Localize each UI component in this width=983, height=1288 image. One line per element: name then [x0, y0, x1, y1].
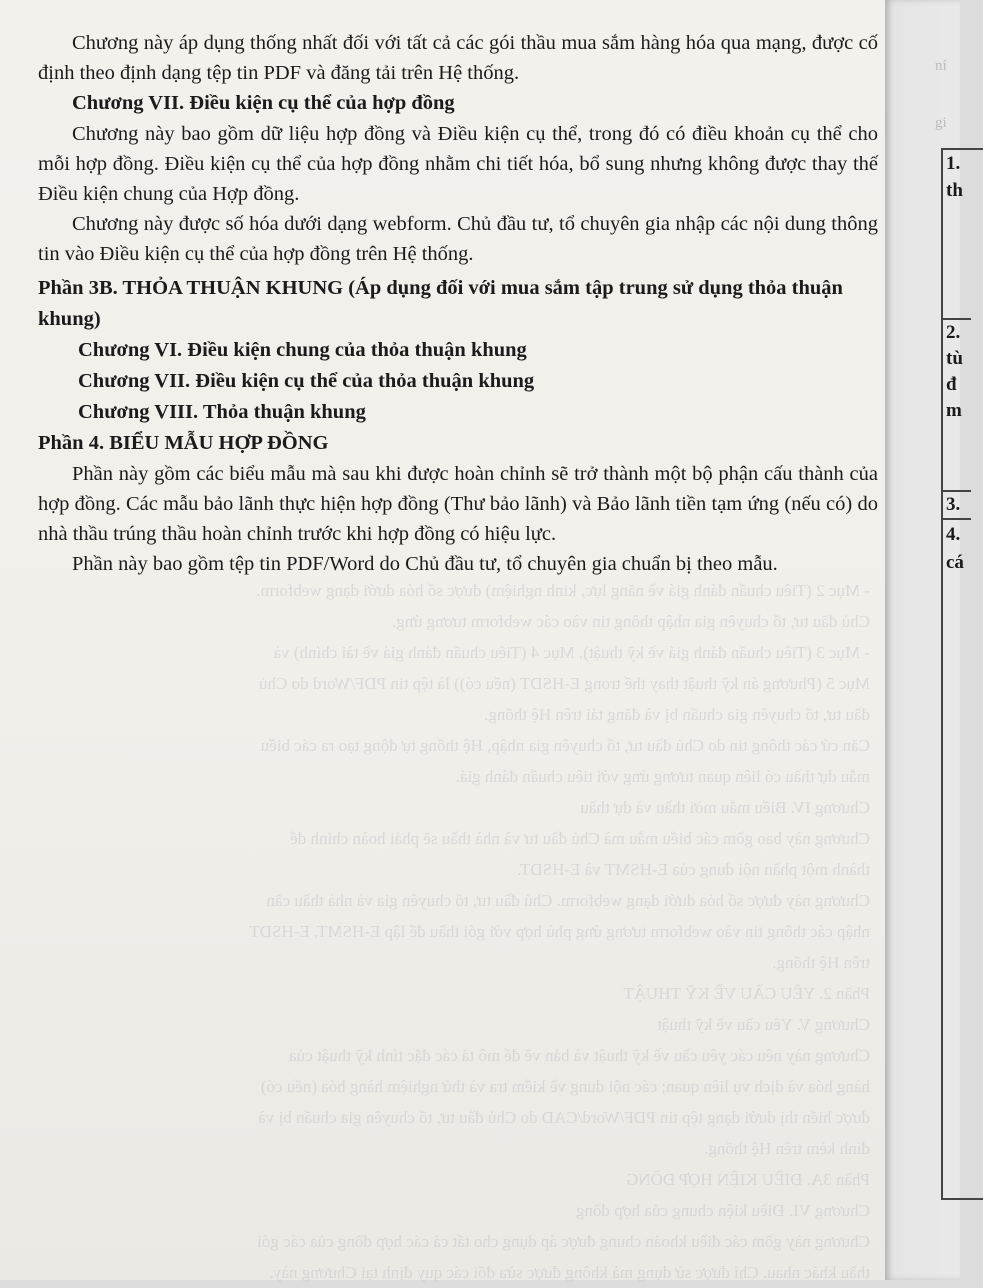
bleed-through-line: Chương này gồm các điều khoản chung được áp dụng cho tất cả các hợp đồng của các gói [257, 1232, 870, 1251]
bleed-through-line: Chương IV. Biểu mẫu mời thầu và dự thầu [580, 798, 870, 817]
bleed-through-line: nhập các thông tin vào webform tương ứng phù hợp với gói thầu để lập E-HSMT, E-HSDT [249, 922, 870, 941]
bleed-through-line: hàng hóa và dịch vụ liên quan; các nội dung về kiểm tra và thử nghiệm hàng hóa (nếu có) [260, 1077, 870, 1096]
paragraph-webform: Chương này được số hóa dưới dạng webform. Chủ đầu tư, tổ chuyên gia nhập các nội dung thông tin vào Điều kiện cụ thể của hợp đồng trên Hệ thống. [38, 213, 878, 265]
facing-cell: tù [946, 348, 963, 369]
facing-table-rule [941, 490, 971, 492]
facing-cell: th [946, 180, 963, 201]
heading-part-4: Phần 4. BIỂU MẪU HỢP ĐỒNG [38, 432, 329, 454]
heading-part-3b: Phần 3B. THỎA THUẬN KHUNG (Áp dụng đối với mua sắm tập trung sử dụng thỏa thuận khung) [38, 277, 843, 330]
paragraph-forms-files: Phần này bao gồm tệp tin PDF/Word do Chủ đầu tư, tổ chuyên gia chuẩn bị theo mẫu. [72, 553, 778, 575]
facing-table-rule [941, 518, 971, 520]
bleed-through-line: mẫu dự thầu có liên quan tương ứng với tiêu chuẩn đánh giá. [455, 767, 870, 786]
paragraph-contract-data: Chương này bao gồm dữ liệu hợp đồng và Điều kiện cụ thể, trong đó có điều khoản cụ thể cho mỗi hợp đồng. Điều kiện cụ thể của hợp đồng nhằm chi tiết hóa, bổ sung nhưng không được thay thế Điều kiện chung của Hợp đồng. [38, 123, 878, 205]
facing-ghost-text: gi [935, 115, 947, 131]
facing-cell: 4. [946, 524, 961, 545]
bleed-through-line: đầu tư, tổ chuyên gia chuẩn bị và đăng tải trên Hệ thống. [484, 705, 870, 724]
bleed-through-line: Chương này bao gồm các biểu mẫu mà Chủ đầu tư và nhà thầu sẽ phải hoàn chỉnh để [290, 829, 870, 848]
bleed-through-line: Chương V. Yêu cầu về kỹ thuật [657, 1015, 870, 1034]
bleed-through-line: - Mục 2 (Tiêu chuẩn đánh giá về năng lực, kinh nghiệm) được số hóa dưới dạng webform. [256, 581, 870, 600]
bleed-through-line: thầu khác nhau. Chỉ được sử dụng mà không được sửa đổi các quy định tại Chương này. [269, 1263, 870, 1282]
facing-cell: 3. [946, 494, 961, 515]
heading-chapter-vii-framework: Chương VII. Điều kiện cụ thể của thỏa thuận khung [78, 370, 535, 392]
facing-cell: 1. [946, 153, 961, 174]
bleed-through-line: Căn cứ các thông tin do Chủ đầu tư, tổ chuyên gia nhập, Hệ thống tự động tạo ra các biểu [260, 736, 870, 755]
facing-table-rule [941, 318, 971, 320]
facing-page-table-frame [941, 148, 983, 1200]
bleed-through-line: Phần 2. YÊU CẦU VỀ KỸ THUẬT [623, 984, 870, 1003]
facing-cell: m [946, 400, 962, 421]
bleed-through-line: được hiển thị dưới dạng tệp tin PDF/Word/CAD do Chủ đầu tư, tổ chuyên gia chuẩn bị và [258, 1108, 870, 1127]
bleed-through-line: Chủ đầu tư, tổ chuyên gia nhập thông tin vào các webform tương ứng. [391, 612, 870, 631]
bleed-through-line: Mục 5 (Phương án kỹ thuật thay thế trong E-HSDT (nếu có)) là tệp tin PDF/Word do Chủ [259, 674, 870, 693]
facing-cell: cá [946, 552, 964, 573]
bleed-through-line: Chương này được số hóa dưới dạng webform. Chủ đầu tư, tổ chuyên gia và nhà thầu cần [266, 891, 870, 910]
facing-cell: đ [946, 374, 957, 395]
facing-ghost-text: ní [935, 58, 947, 74]
paragraph-contract-forms: Phần này gồm các biểu mẫu mà sau khi được hoàn chỉnh sẽ trở thành một bộ phận cấu thành của hợp đồng. Các mẫu bảo lãnh thực hiện hợp đồng (Thư bảo lãnh) và Bảo lãnh tiền tạm ứng (nếu có) do nhà thầu trúng thầu hoàn chỉnh trước khi hợp đồng có hiệu lực. [38, 463, 878, 545]
heading-chapter-vi-framework: Chương VI. Điều kiện chung của thỏa thuận khung [78, 339, 527, 361]
bleed-through-line: Phần 3A. ĐIỀU KIỆN HỢP ĐỒNG [626, 1170, 870, 1189]
bleed-through-line: trên Hệ thống. [772, 953, 870, 972]
bleed-through-line: Chương này nêu các yêu cầu về kỹ thuật và bản vẽ để mô tả các đặc tính kỹ thuật của [289, 1046, 870, 1065]
bleed-through-line: đính kèm trên Hệ thống. [704, 1139, 870, 1158]
heading-chapter-viii-framework: Chương VIII. Thỏa thuận khung [78, 401, 366, 423]
page-text [38, 28, 878, 579]
bleed-through-line: - Mục 3 (Tiêu chuẩn đánh giá về kỹ thuật), Mục 4 (Tiêu chuẩn đánh giá về tài chính) và [273, 643, 870, 662]
bleed-through-line: thành một phần nội dung của E-HSMT và E-HSDT. [516, 860, 870, 879]
paragraph-chapter-overview: Chương này áp dụng thống nhất đối với tất cả các gói thầu mua sắm hàng hóa qua mạng, được cố định theo định dạng tệp tin PDF và đăng tải trên Hệ thống. [38, 32, 878, 84]
heading-chapter-vii: Chương VII. Điều kiện cụ thể của hợp đồng [72, 92, 455, 114]
bleed-through-text [40, 575, 870, 1288]
bleed-through-line: Chương VI. Điều kiện chung của hợp đồng [575, 1201, 870, 1220]
facing-cell: 2. [946, 322, 961, 343]
